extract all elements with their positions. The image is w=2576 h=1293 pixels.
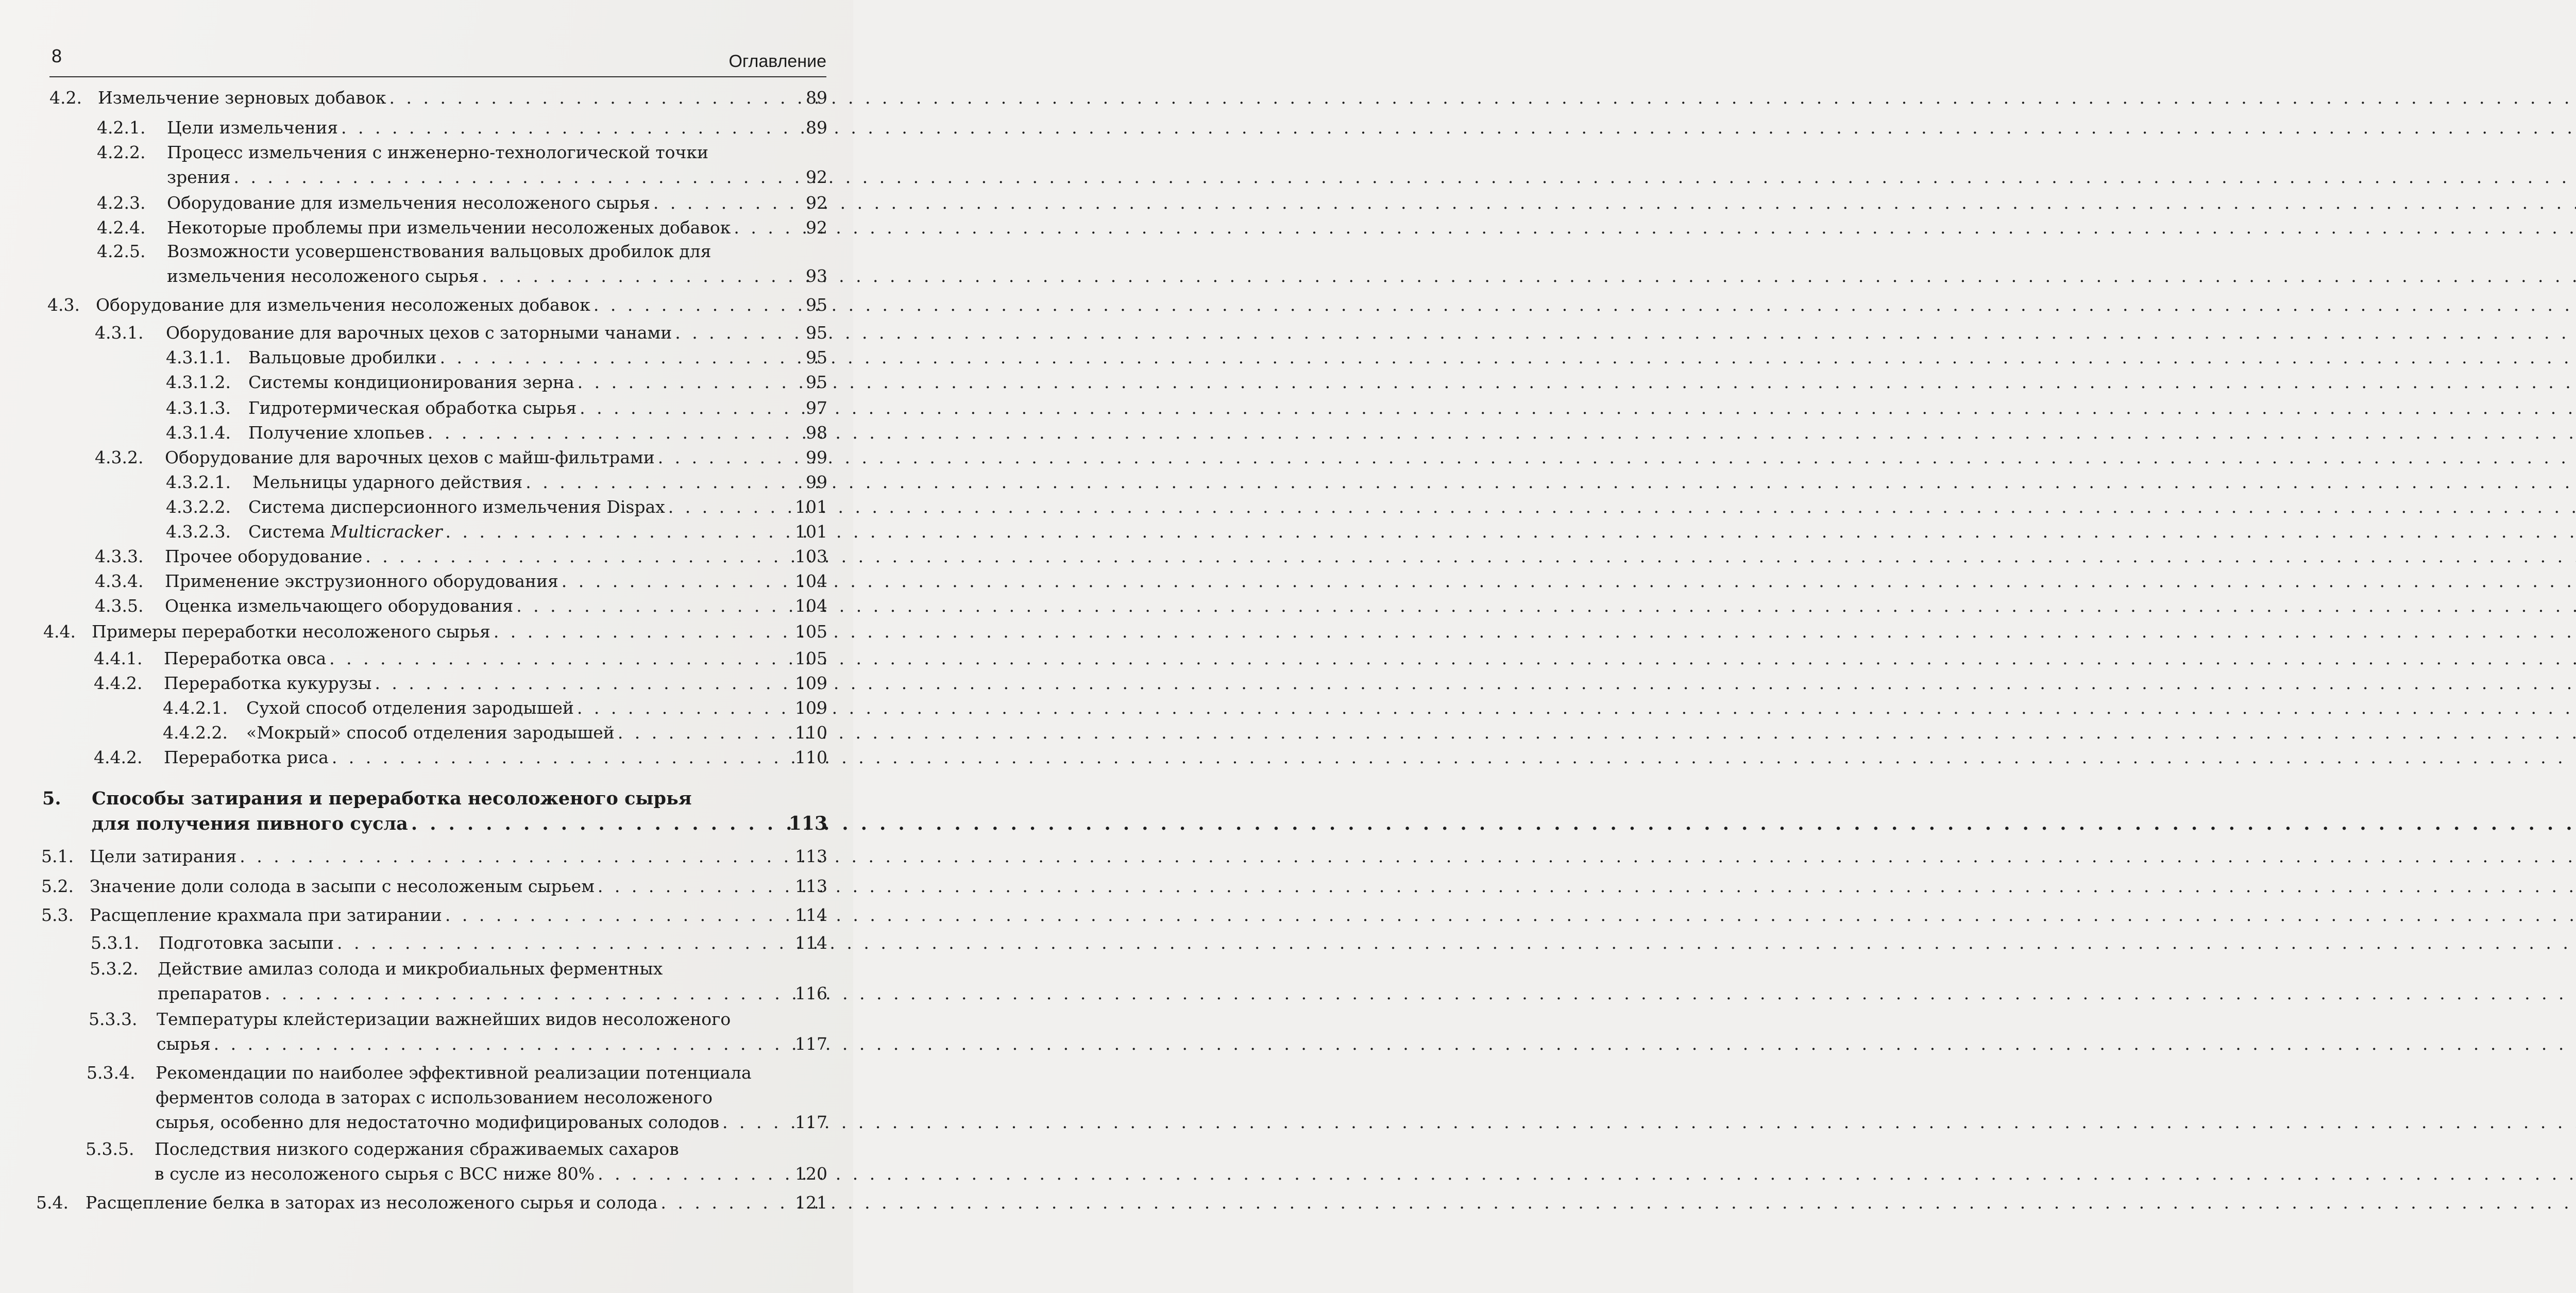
page-number: 8 — [52, 45, 62, 66]
toc-entry-title: Прочее оборудование — [165, 546, 363, 566]
toc-page-number: 114 — [795, 933, 827, 953]
toc-entry-title-line: зрения — [167, 167, 231, 187]
toc-entry-title-line: сырья — [157, 1034, 211, 1054]
toc-entry-title: Расщепление крахмала при затирании — [90, 905, 442, 925]
toc-page-number: 92 — [806, 193, 827, 213]
dot-leader — [577, 696, 792, 720]
dot-leader — [618, 720, 792, 745]
toc-entry-number: 4.4.1. — [94, 648, 143, 668]
toc-entry-title-line: Рекомендации по наиболее эффективной реализации потенциала — [156, 1063, 752, 1083]
dot-leader — [482, 264, 796, 289]
toc-entry-title: Цели измельчения — [167, 117, 338, 138]
dot-leader — [446, 519, 792, 544]
toc-page-number: 120 — [795, 1164, 827, 1184]
dot-leader — [660, 1190, 792, 1215]
dot-leader — [598, 1162, 792, 1186]
toc-entry-number: 5.3.4. — [87, 1063, 135, 1083]
toc-entry-number: 5. — [42, 788, 61, 809]
toc-entry-number: 4.4.2. — [94, 747, 143, 767]
dot-leader — [265, 981, 792, 1006]
toc-page-number: 98 — [806, 423, 827, 443]
toc-page-number: 89 — [806, 117, 827, 138]
toc-entry-number: 4.4.2. — [94, 673, 143, 693]
toc-entry-number: 4.3.1.3. — [166, 398, 231, 418]
dot-leader — [365, 544, 792, 569]
toc-entry-number: 4.3.1.2. — [166, 372, 231, 392]
toc-page-number: 103 — [795, 546, 827, 566]
dot-leader — [240, 844, 792, 869]
toc-entry-number: 4.2.1. — [97, 117, 146, 138]
dot-leader — [389, 86, 796, 110]
toc-entry-title: Расщепление белка в заторах из несоложеного сырья и солода — [86, 1193, 658, 1213]
toc-page-number: 97 — [806, 398, 827, 418]
toc-entry-title-prefix: Система — [248, 522, 331, 542]
toc-entry-title: Гидротермическая обработка сырья — [248, 398, 577, 418]
dot-leader — [332, 745, 792, 770]
toc-entry-title: Оборудование для измельчения несоложеного сырья — [167, 193, 650, 213]
dot-leader — [341, 115, 796, 140]
toc-page-number: 109 — [795, 673, 827, 693]
toc-entry-number: 4.3.3. — [95, 546, 144, 566]
dot-leader — [594, 293, 796, 317]
toc-entry-title: Системы кондиционирования зерна — [248, 372, 574, 392]
toc-entry-number: 4.2.4. — [97, 217, 146, 238]
toc-entry-number: 4.4.2.2. — [163, 723, 228, 743]
toc-entry-title: Измельчение зерновых добавок — [98, 88, 386, 108]
toc-entry-title: Переработка кукурузы — [164, 673, 372, 693]
dot-leader — [337, 931, 792, 955]
toc-entry-number: 4.2.3. — [97, 193, 146, 213]
toc-entry-number: 5.3. — [41, 905, 74, 925]
toc-entry-number: 5.1. — [41, 846, 74, 866]
dot-leader — [653, 191, 796, 215]
dot-leader — [375, 671, 792, 696]
toc-entry-title-line: препаратов — [158, 983, 262, 1003]
running-title: Оглавление — [728, 52, 826, 71]
toc-entry-number: 5.3.5. — [86, 1139, 134, 1159]
toc-page-number: 109 — [795, 698, 827, 718]
toc-page-number: 99 — [806, 472, 827, 492]
dot-leader — [440, 345, 796, 370]
toc-entry-number: 4.3.1. — [95, 323, 144, 343]
dot-leader — [722, 1110, 792, 1135]
toc-entry-title-line: Процесс измельчения с инженерно-технологической точки — [167, 142, 708, 162]
toc-entry-title: Оценка измельчающего оборудования — [165, 596, 514, 616]
toc-entry-number: 4.3. — [47, 295, 80, 315]
toc-page-number: 104 — [795, 596, 827, 616]
dot-leader — [516, 594, 792, 618]
toc-page-number: 93 — [806, 266, 827, 286]
toc-entry-title: Оборудование для варочных цехов с заторными чанами — [166, 323, 672, 343]
dot-leader — [580, 396, 796, 421]
toc-entry-title: Оборудование для измельчения несоложеных добавок — [96, 295, 590, 315]
toc-entry-title: Сухой способ отделения зародышей — [246, 698, 574, 718]
toc-page-number: 95 — [806, 323, 827, 343]
dot-leader — [675, 321, 796, 345]
toc-page-number: 113 — [795, 876, 827, 896]
toc-entry-title: Система дисперсионного измельчения Dispax — [248, 497, 665, 517]
toc-entry-title: Подготовка засыпи — [159, 933, 334, 953]
dot-leader — [428, 421, 796, 445]
toc-entry-title: Примеры переработки несоложеного сырья — [92, 622, 490, 642]
toc-entry-title: «Мокрый» способ отделения зародышей — [246, 723, 615, 743]
toc-page-number: 110 — [795, 723, 827, 743]
toc-entry-title: Мельницы ударного действия — [252, 472, 523, 492]
toc-entry-number: 4.3.1.1. — [166, 347, 231, 367]
toc-entry-number: 5.3.1. — [91, 933, 140, 953]
toc-page-number: 121 — [795, 1193, 827, 1213]
toc-page-number: 89 — [806, 88, 827, 108]
toc-entry-title — [248, 519, 443, 544]
toc-page-number: 114 — [795, 905, 827, 925]
dot-leader — [214, 1032, 792, 1056]
toc-entry-number: 4.3.2. — [95, 447, 144, 467]
toc-page-number: 95 — [806, 372, 827, 392]
toc-entry-number: 4.4.2.1. — [163, 698, 228, 718]
dot-leader — [233, 165, 796, 190]
toc-entry-number: 4.3.2.3. — [166, 522, 231, 542]
toc-entry-title-line: Последствия низкого содержания сбраживаемых сахаров — [155, 1139, 679, 1159]
toc-entry-title-line: Способы затирания и переработка несоложеного сырья — [92, 788, 692, 809]
toc-entry-title-line: Температуры клейстеризации важнейших видов несоложеного — [157, 1009, 731, 1029]
toc-entry-title-line: Возможности усовершенствования вальцовых дробилок для — [167, 241, 711, 261]
toc-page-number: 104 — [795, 571, 827, 591]
dot-leader — [598, 874, 792, 899]
toc-entry-title: Переработка овса — [164, 648, 327, 668]
toc-page-number: 92 — [806, 217, 827, 238]
toc-entry-title: Значение доли солода в засыпи с несоложеным сырьем — [90, 876, 595, 896]
toc-entry-title-italic: Multicracker — [330, 522, 443, 542]
toc-entry-number: 5.4. — [36, 1193, 69, 1213]
dot-leader — [658, 445, 796, 470]
toc-entry-title-line: сырья, особенно для недостаточно модифицированых солодов — [156, 1112, 720, 1132]
toc-entry-number: 4.2.2. — [97, 142, 146, 162]
toc-page-number: 116 — [795, 983, 827, 1003]
toc-entry-title: Применение экструзионного оборудования — [165, 571, 558, 591]
dot-leader — [734, 215, 796, 240]
toc-entry-title-line: для получения пивного сусла — [92, 813, 408, 834]
toc-entry-title: Получение хлопьев — [248, 423, 425, 443]
toc-page-number: 105 — [795, 648, 827, 668]
toc-entry-title: Оборудование для варочных цехов с майш-фильтрами — [165, 447, 655, 467]
book-page — [0, 0, 853, 1293]
toc-entry-number: 4.3.1.4. — [166, 423, 231, 443]
page-header — [49, 45, 826, 77]
toc-entry-number: 5.2. — [41, 876, 74, 896]
toc-entry-title: Вальцовые дробилки — [248, 347, 437, 367]
toc-entry-number: 4.2.5. — [97, 241, 146, 261]
toc-page-number: 101 — [795, 497, 827, 517]
toc-entry-number: 5.3.3. — [89, 1009, 138, 1029]
toc-entry-title: Некоторые проблемы при измельчении несоложеных добавок — [167, 217, 731, 238]
toc-entry-number: 4.2. — [49, 88, 82, 108]
toc-entry-number: 4.3.5. — [95, 596, 144, 616]
dot-leader — [578, 370, 796, 395]
toc-page-number: 110 — [795, 747, 827, 767]
toc-entry-number: 4.3.2.2. — [166, 497, 231, 517]
toc-entry-number: 4.3.2.1. — [166, 472, 231, 492]
toc-entry-title: Цели затирания — [90, 846, 237, 866]
toc-page-number: 117 — [795, 1112, 827, 1132]
toc-page-number: 117 — [795, 1034, 827, 1054]
toc-page-number: 101 — [795, 522, 827, 542]
toc-page-number: 99 — [806, 447, 827, 467]
dot-leader — [668, 495, 792, 519]
dot-leader — [445, 903, 792, 928]
toc-page-number: 105 — [795, 622, 827, 642]
dot-leader — [494, 619, 792, 644]
toc-page-number: 95 — [806, 295, 827, 315]
dot-leader — [329, 646, 792, 671]
toc-page-number: 92 — [806, 167, 827, 187]
toc-entry-number: 4.4. — [43, 622, 76, 642]
toc-entry-number: 4.3.4. — [95, 571, 144, 591]
dot-leader — [526, 470, 796, 495]
toc-page-number: 113 — [788, 813, 827, 834]
toc-entry-title-line: ферментов солода в заторах с использованием несоложеного — [156, 1087, 713, 1107]
toc-entry-title-line: в сусле из несоложеного сырья с ВСС ниже 80% — [155, 1164, 595, 1184]
dot-leader — [562, 569, 792, 594]
toc-entry-title-line: измельчения несоложеного сырья — [167, 266, 479, 286]
toc-page-number: 113 — [795, 846, 827, 866]
toc-entry-title: Переработка риса — [164, 747, 329, 767]
toc-page-number: 95 — [806, 347, 827, 367]
toc-entry-number: 5.3.2. — [90, 959, 139, 979]
dot-leader — [411, 812, 786, 836]
toc-entry-title-line: Действие амилаз солода и микробиальных ферментных — [158, 959, 663, 979]
